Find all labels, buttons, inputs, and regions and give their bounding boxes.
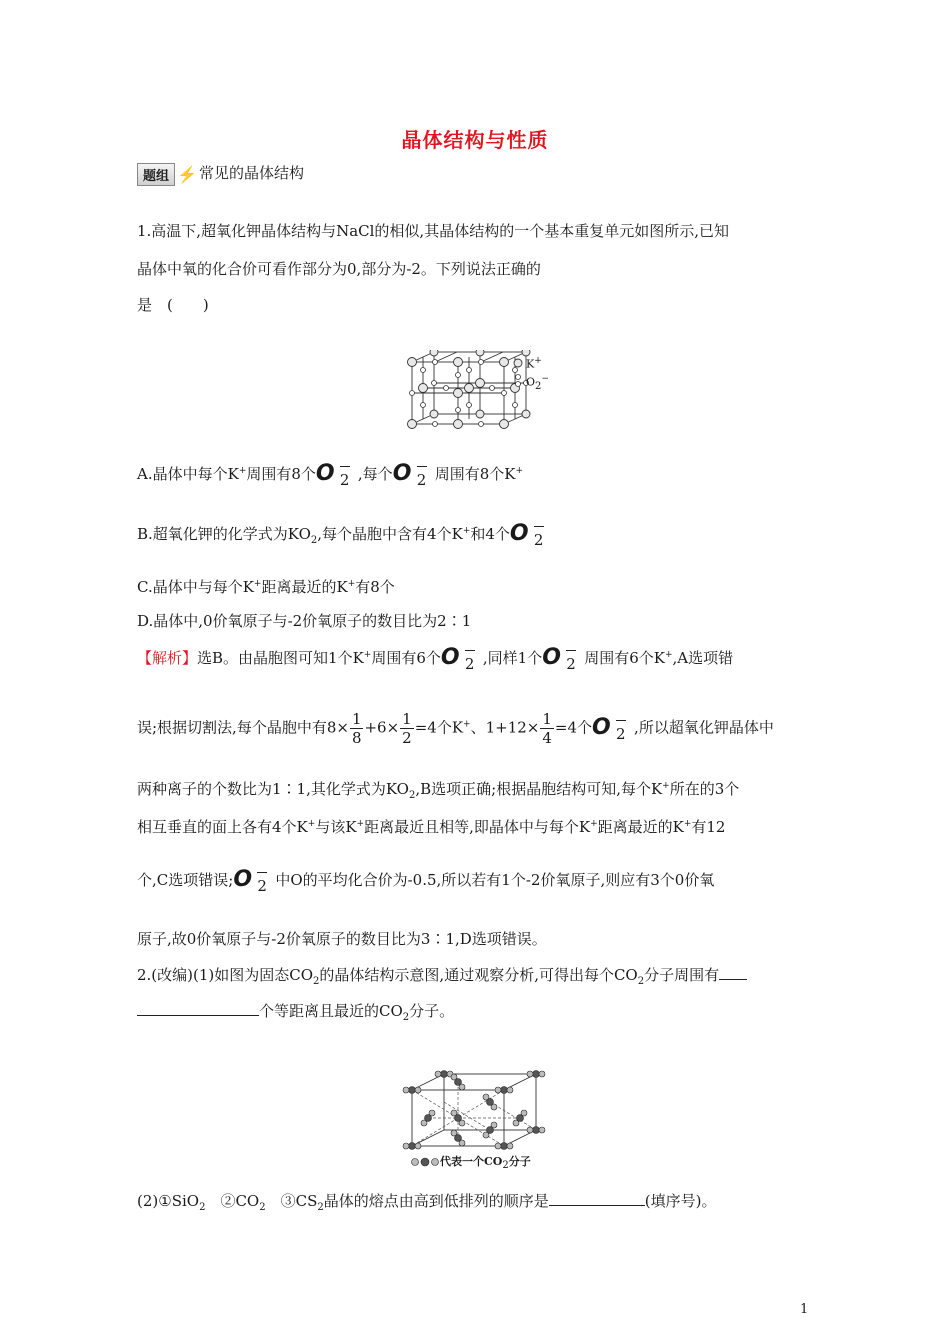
co2-molecule-icon <box>410 1157 440 1167</box>
option-a: A.晶体中每个K+周围有8个 O 2 ,每个 O 2 周围有8个K+ <box>137 461 523 489</box>
superoxide-symbol: O 2 <box>542 645 576 673</box>
analysis-tag: 【解析】 <box>137 649 198 667</box>
answer-blank-1-cont[interactable] <box>137 1001 259 1016</box>
analysis-line1: 【解析】选B。由晶胞图可知1个K+周围有6个 O 2 ,同样1个 O 2 周围有6个K+,A选项错 <box>137 645 734 673</box>
legend-k-label: K+ <box>526 356 542 371</box>
analysis-line2: 误;根据切割法,每个晶胞中有8× $\frac{1}{8}$ +6× $\frac{1}{2}$ =4个K+、1+12× $\frac{1}{4}$ =4个 O 2 ,所以超氧化钾晶体中 <box>137 710 774 747</box>
co2-molecules <box>403 1071 545 1150</box>
legend-k-ion <box>514 359 522 367</box>
superoxide-symbol: O 2 <box>509 521 544 549</box>
analysis-line4: 相互垂直的面上各有4个K+与该K+距离最近且相等,即晶体中与每个K+距离最近的K+有12 <box>137 818 726 836</box>
tag-box: 题组 <box>137 163 175 186</box>
answer-blank-2[interactable] <box>549 1191 645 1206</box>
lightning-icon: ⚡ <box>177 164 197 184</box>
q1-stem-line3: 是 ( ) <box>137 296 209 314</box>
superoxide-symbol: O 2 <box>592 714 626 743</box>
superoxide-symbol: O 2 <box>315 461 350 489</box>
fraction-one-half: $\frac{1}{2}$ <box>402 710 412 747</box>
analysis-line5: 个,C选项错误; O 2 中O的平均化合价为-0.5,所以若有1个-2价氧原子,则应有3个0价氧 <box>137 867 715 895</box>
q2-line2: 个等距离且最近的$CO_2$分子。 <box>137 1000 454 1023</box>
co2-caption: 代表一个CO2分子 <box>410 1153 531 1171</box>
fraction-one-eighth: $\frac{1}{8}$ <box>351 710 362 747</box>
option-c: C.晶体中与每个K+距离最近的K+有8个 <box>137 578 395 596</box>
legend-o2-ion <box>516 375 521 387</box>
option-d: D.晶体中,0价氧原子与-2价氧原子的数目比为2∶1 <box>137 612 472 630</box>
analysis-line3: 两种离子的个数比为1∶1,其化学式为$KO_2,B$选项正确;根据晶胞结构可知,每个K+所在的3个 <box>137 780 740 801</box>
fraction-one-quarter: $\frac{1}{4}$ <box>542 710 552 747</box>
q1-stem-line1: 1.高温下,超氧化钾晶体结构与NaCl的相似,其晶体结构的一个基本重复单元如图所示,已知 <box>137 222 729 240</box>
q2-part2: (2)①SiO$_2$ $②CO_2$ $③CS_2$晶体的熔点由高到低排列的顺序是 (填序号)。 <box>137 1192 717 1213</box>
answer-blank-1[interactable] <box>719 965 747 980</box>
page-number: 1 <box>800 1302 809 1317</box>
co2-crystal-figure <box>402 1070 562 1150</box>
q1-stem-line2: 晶体中氧的化合价可看作部分为0,部分为-2。下列说法正确的 <box>137 260 541 278</box>
page-title: 晶体结构与性质 <box>401 128 549 152</box>
analysis-line6: 原子,故0价氧原子与-2价氧原子的数目比为3∶1,D选项错误。 <box>137 930 547 948</box>
legend-o2-label: O2− <box>526 374 549 392</box>
q2-line1: 2.(改编)(1)如图为固态$CO_2$的晶体结构示意图,通过观察分析,可得出每个$CO_2$分子周围有 <box>137 964 747 987</box>
superoxide-symbol: O 2 <box>392 461 427 489</box>
section-tag <box>137 162 304 184</box>
superoxide-symbol: O 2 <box>233 867 267 895</box>
option-b: B.超氧化钾的化学式为$KO_2$,每个晶胞中含有4个K+和4个 O 2 <box>137 520 552 550</box>
tag-label: 常见的晶体结构 <box>198 164 304 182</box>
superoxide-symbol: O 2 <box>440 645 475 673</box>
